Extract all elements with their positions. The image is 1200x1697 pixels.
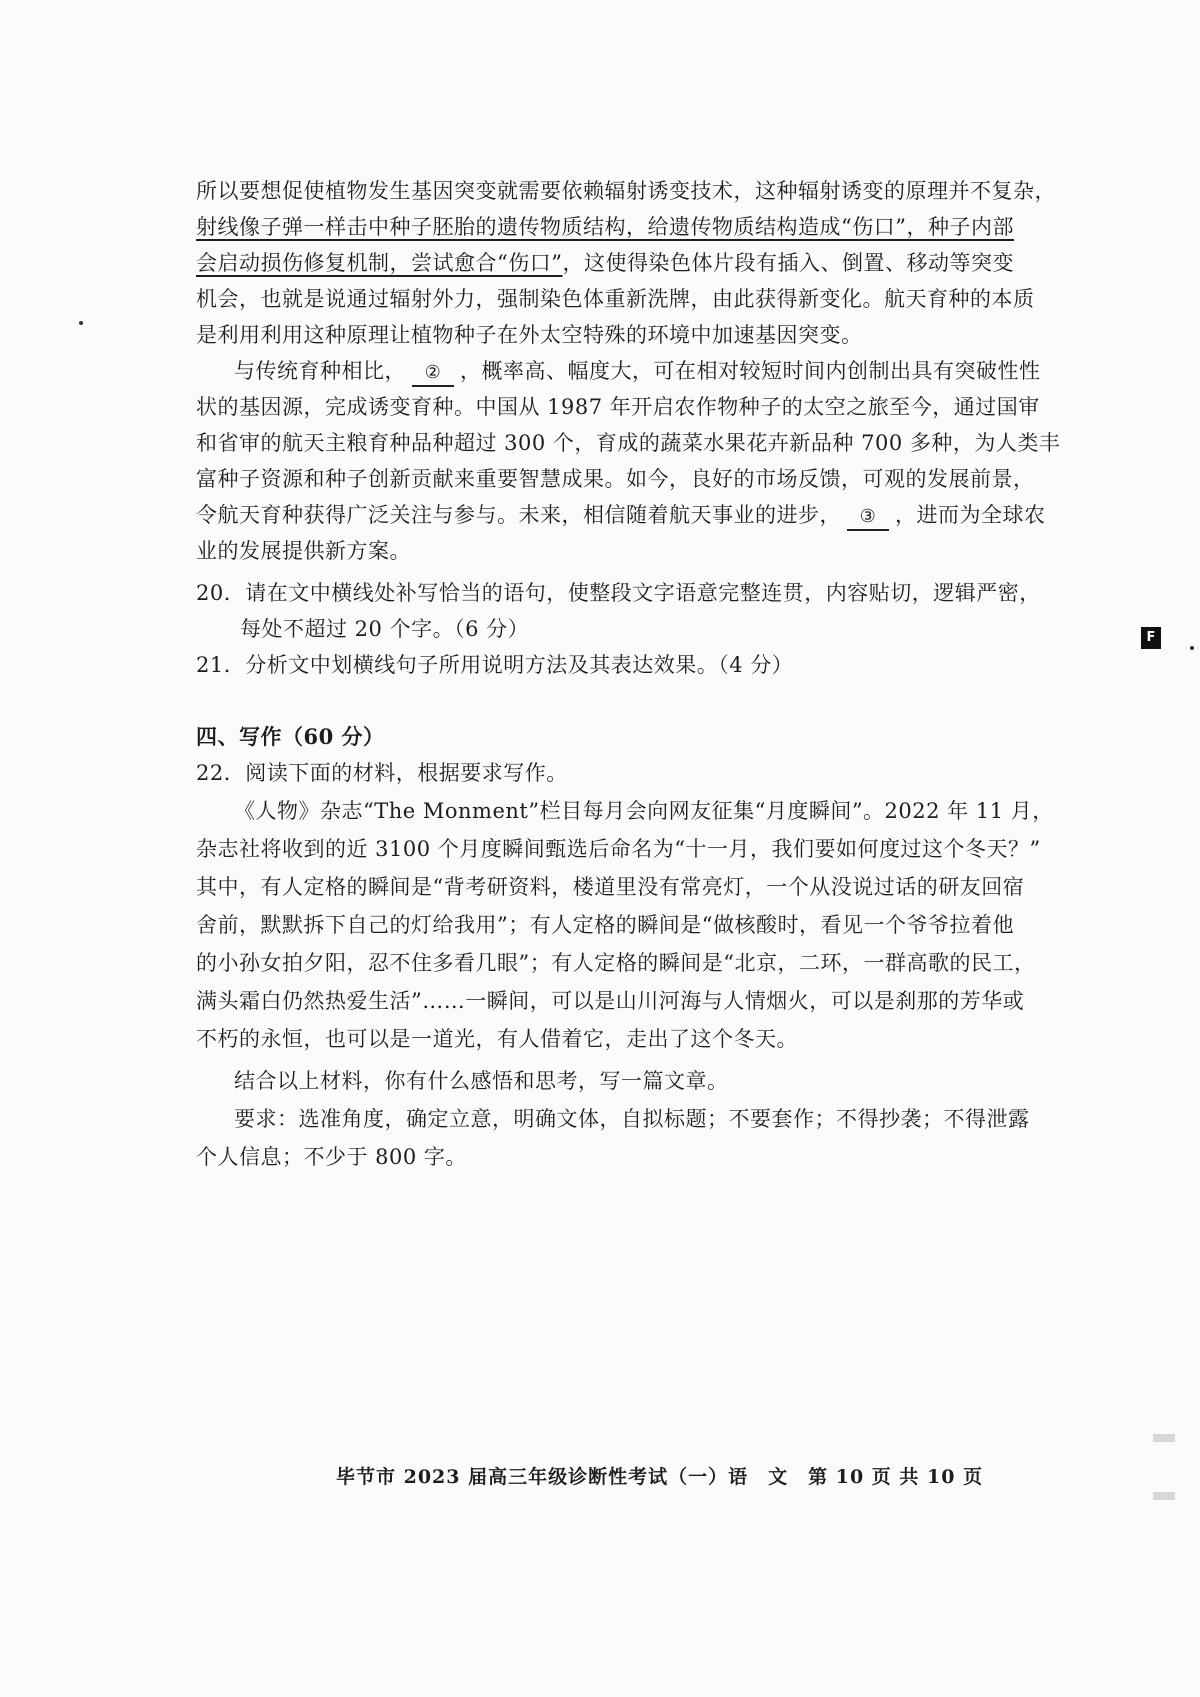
scan-dot	[1190, 646, 1194, 650]
passage-line: 和省审的航天主粮育种品种超过 300 个，育成的蔬菜水果花卉新品种 700 多种，为人类丰	[196, 431, 1061, 455]
scan-smudge	[1153, 1434, 1175, 1442]
passage-text: ，概率高、幅度大，可在相对较短时间内创制出具有突破性性	[460, 359, 1041, 383]
passage-line	[234, 356, 1041, 387]
question-21: 21．分析文中划横线句子所用说明方法及其表达效果。（4 分）	[196, 653, 794, 677]
passage-line	[196, 212, 1014, 242]
passage-text: 与传统育种相比，	[234, 359, 406, 383]
passage-text: ，进而为全球农	[895, 503, 1046, 527]
page-footer: 毕节市 2023 届高三年级诊断性考试（一）语 文 第 10 页 共 10 页	[336, 1466, 984, 1488]
section-heading: 四、写作（60 分）	[196, 724, 385, 749]
material-line: 舍前，默默拆下自己的灯给我用”；有人定格的瞬间是“做核酸时，看见一个爷爷拉着他	[196, 913, 1014, 937]
underlined-sentence: 射线像子弹一样击中种子胚胎的遗传物质结构，给遗传物质结构造成“伤口”，种子内部	[196, 215, 1014, 239]
material-line: 《人物》杂志“The Monment”栏目每月会向网友征集“月度瞬间”。2022 年 11 月，	[234, 799, 1054, 823]
writing-requirements: 要求：选准角度，确定立意，明确文体，自拟标题；不要套作；不得抄袭；不得泄露	[234, 1107, 1030, 1131]
passage-line: 业的发展提供新方案。	[196, 539, 411, 563]
question-20: 20．请在文中横线处补写恰当的语句，使整段文字语意完整连贯，内容贴切，逻辑严密，	[196, 581, 1041, 605]
question-20-cont: 每处不超过 20 个字。（6 分）	[240, 617, 530, 641]
side-mark: F	[1141, 627, 1161, 649]
passage-text: ，这使得染色体片段有插入、倒置、移动等突变	[562, 251, 1014, 275]
passage-line	[196, 248, 1014, 278]
passage-text: 令航天育种获得广泛关注与参与。未来，相信随着航天事业的进步，	[196, 503, 841, 527]
question-22: 22．阅读下面的材料，根据要求写作。	[196, 761, 568, 785]
passage-line: 所以要想促使植物发生基因突变就需要依赖辐射诱变技术，这种辐射诱变的原理并不复杂，	[196, 179, 1056, 203]
material-line: 不朽的永恒，也可以是一道光，有人借着它，走出了这个冬天。	[196, 1027, 798, 1051]
blank-2: ②	[412, 361, 454, 387]
passage-line	[196, 500, 1046, 531]
material-line: 杂志社将收到的近 3100 个月度瞬间甄选后命名为“十一月，我们要如何度过这个冬天？”	[196, 837, 1041, 861]
passage-line: 是利用利用这种原理让植物种子在外太空特殊的环境中加速基因突变。	[196, 323, 863, 347]
passage-line: 富种子资源和种子创新贡献来重要智慧成果。如今，良好的市场反馈，可观的发展前景，	[196, 467, 1035, 491]
scan-smudge	[1153, 1492, 1175, 1500]
scan-dot	[79, 321, 83, 325]
material-line: 其中，有人定格的瞬间是“背考研资料，楼道里没有常亮灯，一个从没说过话的研友回宿	[196, 875, 1025, 899]
underlined-sentence: 会启动损伤修复机制，尝试愈合“伤口”	[196, 251, 563, 275]
material-line: 满头霜白仍然热爱生活”……一瞬间，可以是山川河海与人情烟火，可以是刹那的芳华或	[196, 989, 1025, 1013]
material-line: 的小孙女拍夕阳，忍不住多看几眼”；有人定格的瞬间是“北京，二环，一群高歌的民工，	[196, 951, 1036, 975]
writing-prompt: 结合以上材料，你有什么感悟和思考，写一篇文章。	[234, 1069, 729, 1093]
passage-line: 状的基因源，完成诱变育种。中国从 1987 年开启农作物种子的太空之旅至今，通过国审	[196, 395, 1040, 419]
passage-line: 机会，也就是说通过辐射外力，强制染色体重新洗牌，由此获得新变化。航天育种的本质	[196, 287, 1035, 311]
writing-requirements-cont: 个人信息；不少于 800 字。	[196, 1145, 467, 1169]
blank-3: ③	[847, 505, 889, 531]
